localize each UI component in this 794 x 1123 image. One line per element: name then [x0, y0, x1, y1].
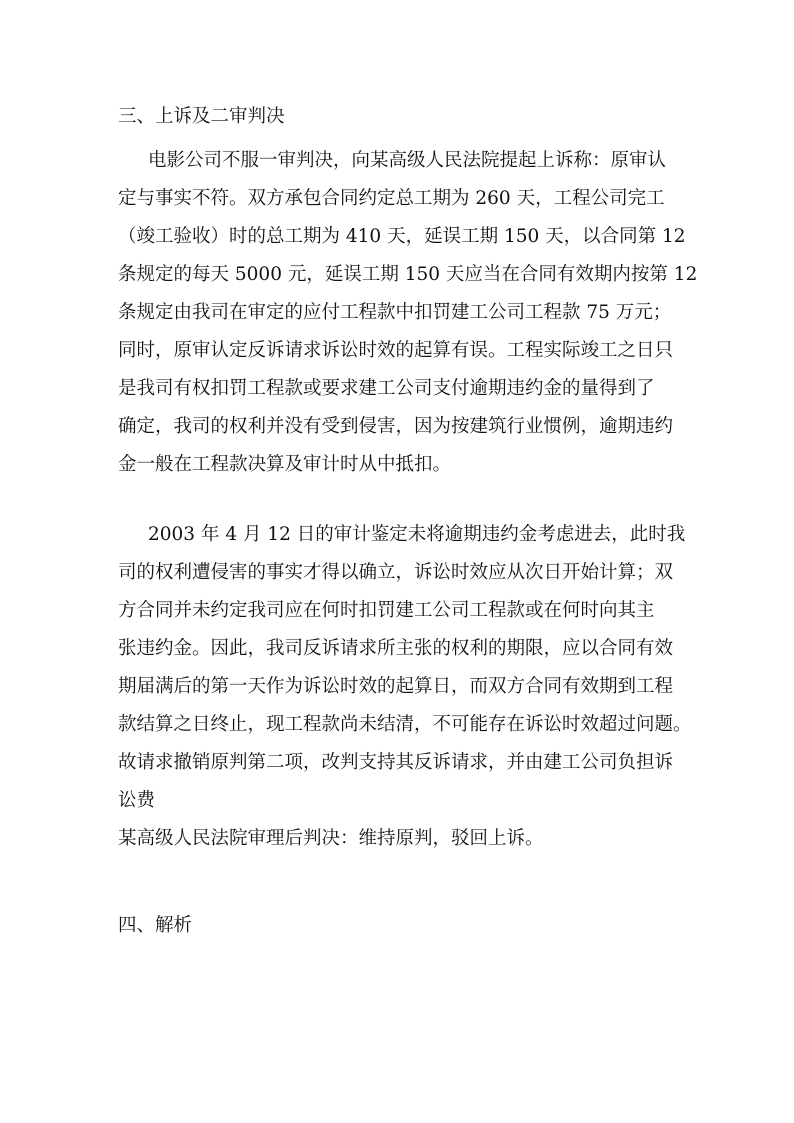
- paragraph-line: 张违约金。因此，我司反诉请求所主张的权利的期限，应以合同有效: [118, 638, 674, 659]
- section-heading-analysis: 四、解析: [118, 915, 193, 936]
- paragraph-line: 定与事实不符。双方承包合同约定总工期为 260 天，工程公司完工: [118, 188, 665, 209]
- paragraph-line: 讼费: [118, 790, 156, 811]
- paragraph-line: 司的权利遭侵害的事实才得以确立，诉讼时效应从次日开始计算；双: [118, 562, 674, 583]
- paragraph-line: 金一般在工程款决算及审计时从中抵扣。: [118, 454, 452, 475]
- paragraph-line: 确定，我司的权利并没有受到侵害，因为按建筑行业惯例，逾期违约: [118, 416, 674, 437]
- paragraph-line: （竣工验收）时的总工期为 410 天，延误工期 150 天，以合同第 12: [118, 226, 686, 247]
- paragraph-line: 2003 年 4 月 12 日的审计鉴定未将逾期违约金考虑进去，此时我: [148, 524, 686, 545]
- paragraph-line: 电影公司不服一审判决，向某高级人民法院提起上诉称：原审认: [148, 150, 667, 171]
- paragraph-line: 同时，原审认定反诉请求诉讼时效的起算有误。工程实际竣工之日只: [118, 340, 674, 361]
- paragraph-line: 款结算之日终止，现工程款尚未结清，不可能存在诉讼时效超过问题。: [118, 714, 692, 735]
- paragraph-line: 条规定由我司在审定的应付工程款中扣罚建工公司工程款 75 万元；: [118, 302, 672, 323]
- paragraph-line: 是我司有权扣罚工程款或要求建工公司支付逾期违约金的量得到了: [118, 378, 655, 399]
- paragraph-line: 条规定的每天 5000 元，延误工期 150 天应当在合同有效期内按第 12: [118, 264, 698, 285]
- paragraph-line: 故请求撤销原判第二项，改判支持其反诉请求，并由建工公司负担诉: [118, 752, 674, 773]
- paragraph-line: 方合同并未约定我司应在何时扣罚建工公司工程款或在何时向其主: [118, 600, 655, 621]
- judgment-line: 某高级人民法院审理后判决：维持原判，驳回上诉。: [118, 828, 544, 849]
- paragraph-line: 期届满后的第一天作为诉讼时效的起算日，而双方合同有效期到工程: [118, 676, 674, 697]
- section-heading-appeal: 三、上诉及二审判决: [118, 106, 285, 127]
